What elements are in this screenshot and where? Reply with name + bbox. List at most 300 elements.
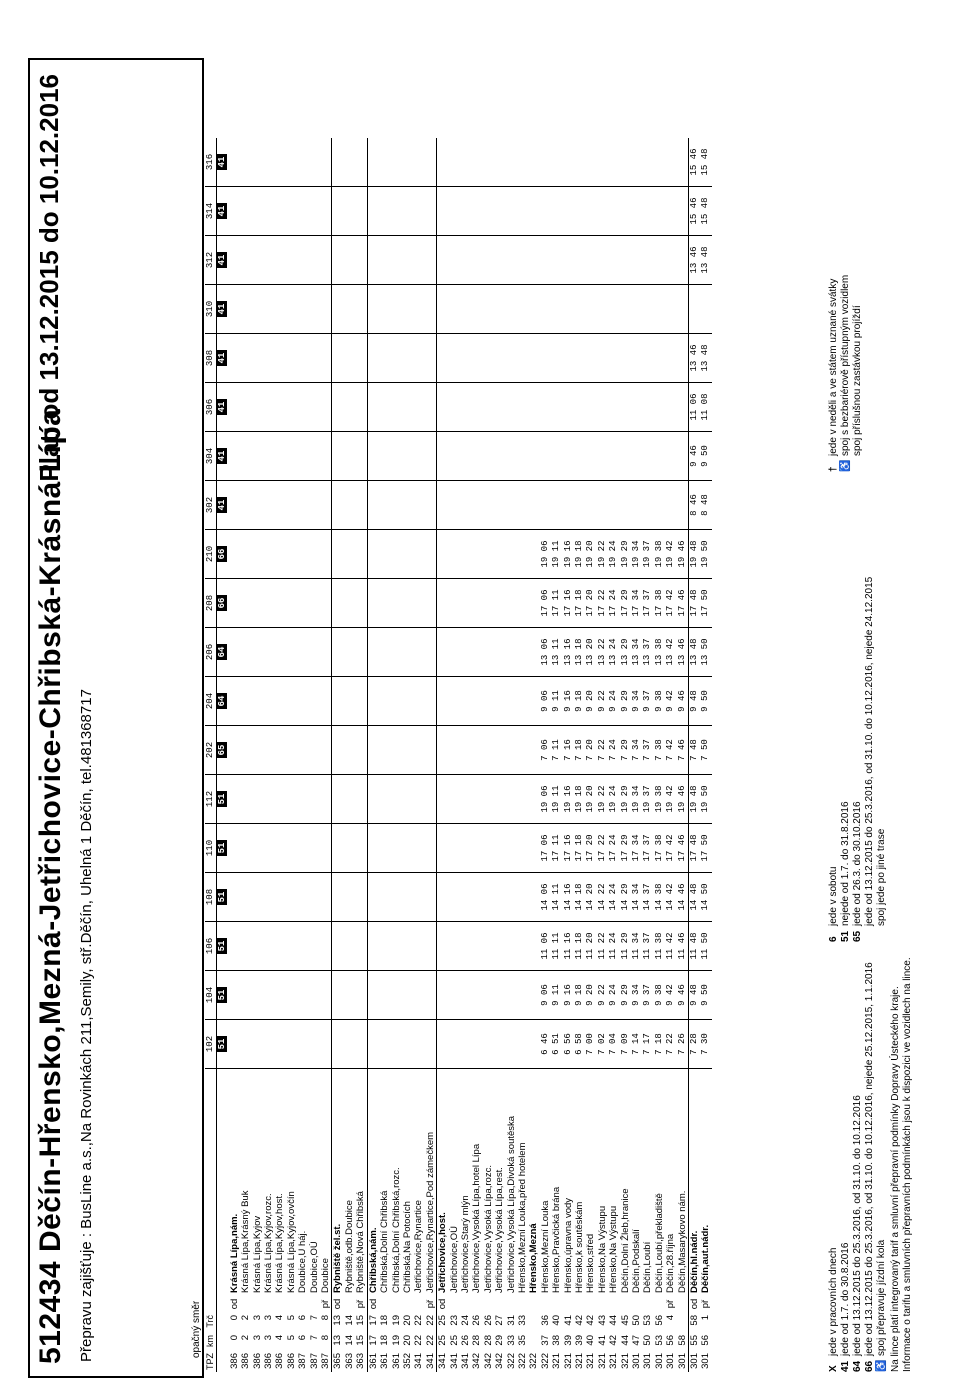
cell-time: [332, 726, 344, 775]
cell-time: 9 20: [585, 971, 596, 1020]
cell-time: [574, 481, 585, 530]
cell-time: [413, 432, 424, 481]
cell-stop: Doubice,U háj.: [297, 1230, 309, 1293]
cell-trc: 36: [539, 1315, 551, 1326]
cell-trc: 18: [379, 1315, 391, 1326]
cell-time: [506, 775, 517, 824]
cell-time: 17 46: [677, 579, 689, 628]
cell-time: [460, 383, 471, 432]
cell-time: [344, 236, 355, 285]
trip-number: 314: [205, 187, 217, 236]
cell-time: [471, 334, 482, 383]
cell-time: [391, 334, 402, 383]
cell-time: [665, 334, 676, 383]
notes-left: [828, 962, 888, 1372]
cell-time: [240, 579, 251, 628]
cell-time: [240, 677, 251, 726]
cell-time: [297, 922, 308, 971]
cell-time: [297, 824, 308, 873]
table-row: [379, 138, 390, 1372]
cell-time: [620, 481, 631, 530]
cell-trc: 6: [297, 1315, 309, 1321]
cell-time: [320, 1020, 332, 1069]
cell-time: [263, 138, 274, 187]
cell-time: [332, 824, 344, 873]
cell-time: [551, 285, 562, 334]
cell-time: [332, 236, 344, 285]
cell-time: 14 48: [689, 873, 701, 922]
cell-time: [471, 971, 482, 1020]
cell-time: 6 56: [563, 1020, 574, 1069]
cell-km: 6: [297, 1335, 309, 1341]
note-item: [840, 275, 852, 472]
cell-time: [297, 383, 308, 432]
cell-stop: Děčín,aut.nádr.: [700, 1224, 712, 1293]
cell-trc: 15: [355, 1315, 367, 1326]
cell-time: 17 11: [551, 579, 562, 628]
cell-time: [597, 481, 608, 530]
cell-time: 19 06: [540, 530, 551, 579]
table-row: [402, 138, 413, 1372]
cell-time: [402, 334, 413, 383]
cell-time: [506, 285, 517, 334]
cell-time: 19 34: [631, 775, 642, 824]
cell-km: 55: [689, 1333, 701, 1351]
cell-time: [320, 579, 332, 628]
cell-flag: [297, 1295, 308, 1313]
cell-time: [620, 138, 631, 187]
note-item: [828, 577, 840, 942]
cell-time: [631, 138, 642, 187]
cell-time: [274, 775, 285, 824]
cell-stop: Doubice,OÚ: [308, 1241, 320, 1293]
cell-time: [483, 481, 494, 530]
cell-time: [344, 383, 355, 432]
cell-time: [402, 824, 413, 873]
cell-time: [437, 236, 449, 285]
trip-number: 206: [205, 628, 217, 677]
cell-km: 25: [448, 1335, 460, 1346]
cell-time: 11 34: [631, 922, 642, 971]
cell-time: [379, 628, 390, 677]
cell-time: [437, 383, 449, 432]
cell-tpz: 321: [596, 1353, 608, 1369]
cell-time: 11 29: [620, 922, 631, 971]
cell-time: [425, 922, 437, 971]
cell-time: 19 11: [551, 775, 562, 824]
cell-time: 9 24: [608, 677, 619, 726]
cell-time: [263, 628, 274, 677]
cell-time: 13 18: [574, 628, 585, 677]
table-row: [367, 138, 379, 1372]
table-row: [391, 138, 402, 1372]
table-row: [437, 138, 449, 1372]
cell-time: [391, 285, 402, 334]
cell-time: [229, 530, 240, 579]
cell-time: [494, 138, 505, 187]
cell-time: [494, 236, 505, 285]
cell-flag: [677, 1295, 689, 1313]
cell-time: [240, 481, 251, 530]
cell-stop: Hřensko,Mezná: [528, 1223, 540, 1293]
cell-time: [425, 334, 437, 383]
cell-km: 7: [308, 1335, 320, 1341]
cell-time: [574, 334, 585, 383]
cell-time: [642, 432, 653, 481]
note-text: spoj s bezbariérově přístupným vozidlem: [840, 274, 851, 456]
cell-time: [379, 579, 390, 628]
cell-time: [309, 334, 320, 383]
cell-time: [413, 334, 424, 383]
cell-time: 17 24: [608, 824, 619, 873]
cell-time: [620, 383, 631, 432]
cell-time: [367, 481, 379, 530]
trip-code-badge: 66: [217, 595, 227, 612]
cell-time: [240, 236, 251, 285]
cell-time: [309, 285, 320, 334]
cell-time: 7 30: [700, 1020, 711, 1069]
trip-code-badge: 51: [217, 791, 227, 808]
cell-time: [367, 236, 379, 285]
cell-tpz: 321: [608, 1353, 620, 1369]
cell-time: 14 06: [540, 873, 551, 922]
cell-time: 19 18: [574, 775, 585, 824]
cell-time: [631, 187, 642, 236]
cell-time: 13 38: [654, 628, 665, 677]
cell-time: [252, 383, 263, 432]
cell-time: 7 06: [540, 726, 551, 775]
cell-flag: od: [332, 1295, 344, 1313]
table-row: [471, 138, 482, 1372]
cell-time: [506, 236, 517, 285]
cell-time: [297, 481, 308, 530]
note-item: [852, 577, 864, 942]
cell-time: [286, 775, 297, 824]
trip-code-badge: 41: [217, 252, 227, 269]
cell-time: [367, 432, 379, 481]
cell-time: 14 22: [597, 873, 608, 922]
cell-time: [274, 236, 285, 285]
cell-flag: [449, 1295, 460, 1313]
cell-time: 9 22: [597, 677, 608, 726]
cell-time: [344, 285, 355, 334]
cell-time: [425, 285, 437, 334]
cell-time: [297, 187, 308, 236]
cell-time: [402, 432, 413, 481]
trip-number: 302: [205, 481, 217, 530]
cell-time: [506, 726, 517, 775]
cell-time: [506, 481, 517, 530]
cell-time: 15 48: [700, 138, 711, 187]
cell-flag: od: [437, 1295, 449, 1313]
cell-time: [379, 873, 390, 922]
cell-time: [654, 138, 665, 187]
cell-time: 9 20: [585, 677, 596, 726]
cell-time: 7 16: [563, 726, 574, 775]
cell-time: 13 48: [700, 334, 711, 383]
timetable-table-wrap: [191, 62, 712, 1372]
cell-tpz: 386: [251, 1353, 263, 1369]
cell-time: [274, 922, 285, 971]
cell-stop: Hřensko,Pravčická brána: [551, 1186, 563, 1293]
cell-time: [297, 775, 308, 824]
cell-trc: 14: [343, 1315, 355, 1326]
cell-time: 13 46: [689, 236, 701, 285]
cell-time: [413, 628, 424, 677]
cell-time: [654, 481, 665, 530]
cell-time: [483, 138, 494, 187]
cell-stop: Hřensko,k soutěskám: [574, 1201, 585, 1293]
cell-time: [425, 187, 437, 236]
cell-time: [449, 775, 460, 824]
cell-time: 13 16: [563, 628, 574, 677]
cell-tpz: 387: [320, 1353, 332, 1369]
cell-time: [402, 726, 413, 775]
cell-time: [425, 236, 437, 285]
table-row: [563, 138, 574, 1372]
cell-time: [229, 236, 240, 285]
cell-time: [344, 1020, 355, 1069]
cell-time: [344, 334, 355, 383]
table-row: [483, 138, 494, 1372]
cell-time: [540, 187, 551, 236]
cell-time: [286, 873, 297, 922]
cell-time: [528, 873, 539, 922]
cell-time: [263, 236, 274, 285]
cell-time: [631, 334, 642, 383]
cell-time: [297, 873, 308, 922]
cell-time: 7 02: [597, 1020, 608, 1069]
cell-time: 19 38: [654, 775, 665, 824]
cell-time: [344, 530, 355, 579]
cell-time: [320, 432, 332, 481]
cell-time: [309, 922, 320, 971]
cell-time: 7 09: [620, 1020, 631, 1069]
trip-number: 208: [205, 579, 217, 628]
cell-time: [332, 873, 344, 922]
cell-time: [460, 775, 471, 824]
cell-time: 14 46: [677, 873, 689, 922]
cell-time: [240, 1020, 251, 1069]
cell-time: 11 11: [551, 922, 562, 971]
cell-time: [471, 677, 482, 726]
cell-time: 17 20: [585, 579, 596, 628]
cell-time: [631, 383, 642, 432]
cell-time: [355, 334, 367, 383]
cell-time: 9 48: [689, 971, 701, 1020]
cell-tpz: 386: [274, 1353, 286, 1369]
footer-line: Na lince platí integrovaný tarif a smluvní přepravní podmínky Dopravy Ústeckého kraje.: [890, 986, 901, 1372]
cell-time: [540, 236, 551, 285]
cell-time: [425, 579, 437, 628]
trip-code-badge: 41: [217, 301, 227, 318]
cell-time: [437, 922, 449, 971]
trip-number: 104: [205, 971, 217, 1020]
cell-time: [274, 481, 285, 530]
trip-code: [217, 579, 229, 628]
cell-tpz: 321: [585, 1353, 597, 1369]
cell-time: 17 18: [574, 579, 585, 628]
cell-flag: [506, 1295, 517, 1313]
cell-time: [654, 334, 665, 383]
cell-time: [540, 432, 551, 481]
cell-time: [320, 922, 332, 971]
cell-time: [252, 824, 263, 873]
cell-time: [574, 187, 585, 236]
table-row: [240, 138, 251, 1372]
cell-time: [620, 187, 631, 236]
cell-time: [367, 824, 379, 873]
cell-time: [449, 383, 460, 432]
cell-time: [528, 383, 539, 432]
cell-time: [642, 334, 653, 383]
cell-time: [665, 236, 676, 285]
cell-flag: [551, 1295, 562, 1313]
cell-time: [274, 187, 285, 236]
cell-time: [437, 530, 449, 579]
cell-time: [642, 138, 653, 187]
cell-time: [449, 873, 460, 922]
cell-km: 56: [700, 1335, 712, 1346]
cell-tpz: 322: [528, 1353, 540, 1369]
cell-time: 9 42: [665, 677, 676, 726]
cell-time: [471, 432, 482, 481]
cell-time: [344, 432, 355, 481]
cell-time: [286, 579, 297, 628]
cell-flag: [240, 1295, 251, 1313]
cell-time: [297, 971, 308, 1020]
note-text: jede od 1.7. do 30.8.2016: [840, 1242, 851, 1356]
cell-time: 9 50: [700, 677, 711, 726]
cell-time: [367, 334, 379, 383]
cell-time: [620, 285, 631, 334]
cell-time: [297, 530, 308, 579]
cell-time: 11 06: [689, 383, 701, 432]
trip-number: 102: [205, 1020, 217, 1069]
table-row: [286, 138, 297, 1372]
cell-time: [309, 383, 320, 432]
cell-time: [367, 922, 379, 971]
note-text: jede od 13.12.2015 do 25.3.2016, od 31.10. do 10.12.2016, nejede 25.12.2015, 1.1.2016: [864, 962, 875, 1356]
cell-time: 9 06: [540, 677, 551, 726]
cell-trc: 2: [240, 1315, 252, 1321]
cell-time: [449, 824, 460, 873]
cell-time: [240, 824, 251, 873]
cell-time: [517, 628, 528, 677]
cell-time: [274, 432, 285, 481]
cell-trc: 41: [562, 1315, 574, 1326]
cell-time: 19 42: [665, 530, 676, 579]
cell-time: [483, 236, 494, 285]
cell-trc: 23: [448, 1315, 460, 1326]
cell-time: [229, 334, 240, 383]
cell-time: [320, 187, 332, 236]
cell-time: 19 24: [608, 775, 619, 824]
cell-time: [425, 677, 437, 726]
cell-tpz: 363: [355, 1353, 367, 1369]
cell-time: 17 34: [631, 824, 642, 873]
cell-time: [471, 187, 482, 236]
cell-time: [391, 579, 402, 628]
cell-time: [332, 677, 344, 726]
cell-time: [274, 530, 285, 579]
cell-time: [274, 677, 285, 726]
cell-flag: [654, 1295, 665, 1313]
cell-trc: [677, 1313, 689, 1333]
cell-flag: [563, 1295, 574, 1313]
cell-flag: [620, 1295, 631, 1313]
cell-time: [460, 236, 471, 285]
cell-time: [332, 481, 344, 530]
cell-time: [355, 481, 367, 530]
cell-tpz: 342: [482, 1353, 494, 1369]
cell-time: 19 20: [585, 775, 596, 824]
cell-time: [402, 922, 413, 971]
trip-code: [217, 922, 229, 971]
cell-time: [297, 432, 308, 481]
cell-time: [437, 824, 449, 873]
cell-stop: Hřensko,úpravna vody: [562, 1197, 574, 1293]
cell-time: 9 06: [540, 971, 551, 1020]
cell-time: [506, 1020, 517, 1069]
cell-time: 19 16: [563, 775, 574, 824]
cell-time: [355, 187, 367, 236]
cell-time: 13 22: [597, 628, 608, 677]
cell-time: [379, 775, 390, 824]
cell-time: [471, 628, 482, 677]
cell-time: [677, 432, 689, 481]
cell-time: [344, 824, 355, 873]
cell-time: 13 24: [608, 628, 619, 677]
cell-time: [229, 873, 240, 922]
cell-time: 17 48: [689, 579, 701, 628]
cell-time: [367, 726, 379, 775]
cell-time: [413, 775, 424, 824]
trip-code: [217, 138, 229, 187]
cell-km: 3: [251, 1335, 263, 1341]
note-text: jede v neděli a ve státem uznané svátky: [828, 278, 839, 456]
cell-time: 14 34: [631, 873, 642, 922]
validity-period: Platí od 13.12.2015 do 10.12.2016: [34, 74, 64, 482]
trip-code-badge: 51: [217, 1036, 227, 1053]
header-frame: [28, 58, 204, 1378]
cell-time: [252, 334, 263, 383]
cell-stop: Chřibská,Dolní Chřibská: [379, 1190, 391, 1293]
trip-code: [217, 236, 229, 285]
cell-time: [574, 383, 585, 432]
cell-time: [413, 481, 424, 530]
cell-km: 0: [228, 1335, 240, 1341]
cell-time: [517, 579, 528, 628]
cell-time: [425, 1020, 437, 1069]
cell-time: [240, 383, 251, 432]
cell-trc: 1: [700, 1315, 712, 1321]
cell-time: [240, 530, 251, 579]
cell-time: [460, 971, 471, 1020]
cell-time: [391, 138, 402, 187]
cell-time: [608, 138, 619, 187]
cell-time: 9 16: [563, 971, 574, 1020]
cell-tpz: 361: [367, 1351, 379, 1372]
cell-time: [344, 628, 355, 677]
cell-time: [597, 383, 608, 432]
cell-trc: 33: [516, 1315, 528, 1326]
cell-time: 7 34: [631, 726, 642, 775]
cell-time: [309, 187, 320, 236]
cell-time: 15 46: [689, 187, 701, 236]
cell-time: 14 20: [585, 873, 596, 922]
trip-code: [217, 775, 229, 824]
